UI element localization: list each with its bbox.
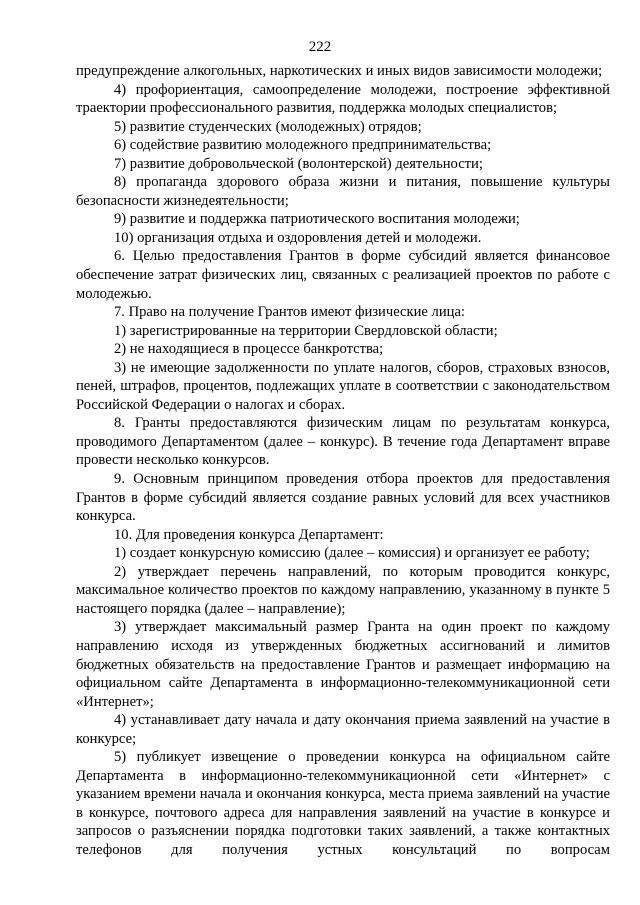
- clause-7-eligibility: 7. Право на получение Грантов имеют физические лица:: [114, 304, 465, 321]
- list-item-6-entrepreneurship: 6) содействие развитию молодежного предпринимательства;: [114, 137, 492, 154]
- eligibility-item-3: 3) не имеющие задолженности по уплате налогов, сборов, страховых взносов, пеней, штрафов, процентов, подлежащих уплате в соответствии с законодательством Российской Федерации о налогах и сборах.: [76, 359, 610, 413]
- duty-item-4: 4) устанавливает дату начала и дату окончания приема заявлений на участие в конкурсе;: [76, 712, 610, 747]
- duty-item-5: 5) публикует извещение о проведении конкурса на официальном сайте Департамента в информационно-телекоммуникационной сети «Интернет» с указанием времени начала и окончания конкурса, места приема заявлений на участие в конкурсе, почтового адреса для направления заявлений на участие в конкурсе и запросов о разъяснении порядка подготовки таких заявлений, а также контактных телефонов для получения устных консультаций по вопросам: [76, 749, 610, 858]
- clause-6-grant-purpose: 6. Целью предоставления Грантов в форме субсидий является финансовое обеспечение затрат физических лиц, связанных с реализацией проектов по работе с молодежью.: [76, 248, 610, 302]
- document-body: [76, 62, 610, 860]
- paragraph-addiction-prevention: предупреждение алкогольных, наркотических и иных видов зависимости молодежи;: [76, 63, 603, 79]
- list-item-4-career-guidance: 4) профориентация, самоопределение молодежи, построение эффективной траектории профессионального развития, поддержка молодых специалистов;: [76, 81, 610, 117]
- page-number: 222: [308, 39, 332, 55]
- list-item-7-volunteering: 7) развитие добровольческой (волонтерской) деятельности;: [114, 155, 483, 172]
- list-item-8-healthy-lifestyle: 8) пропаганда здорового образа жизни и питания, повышение культуры безопасности жизнедеятельности;: [76, 174, 610, 209]
- duty-item-3: 3) утверждает максимальный размер Гранта на один проект по каждому направлению исходя из утвержденных бюджетных ассигнований и лимитов бюджетных обязательств на предоставление Грантов и размещает информацию на официальном сайте Департамента в информационно-телекоммуникационной сети «Интернет»;: [76, 619, 610, 710]
- list-item-9-patriotic-education: 9) развитие и поддержка патриотического воспитания молодежи;: [114, 211, 520, 228]
- duty-item-1: 1) создает конкурсную комиссию (далее – комиссия) и организует ее работу;: [114, 545, 590, 562]
- list-item-5-student-units: 5) развитие студенческих (молодежных) отрядов;: [114, 118, 422, 135]
- list-item-10-recreation: 10) организация отдыха и оздоровления детей и молодежи.: [114, 229, 482, 246]
- eligibility-item-2: 2) не находящиеся в процессе банкротства;: [114, 341, 384, 358]
- clause-8-contest: 8. Гранты предоставляются физическим лицам по результатам конкурса, проводимого Департаментом (далее – конкурс). В течение года Департамент вправе провести несколько конкурсов.: [76, 415, 610, 469]
- eligibility-item-1: 1) зарегистрированные на территории Свердловской области;: [114, 322, 498, 339]
- duty-item-2: 2) утверждает перечень направлений, по которым проводится конкурс, максимальное количество проектов по каждому направлению, указанному в пункте 5 настоящего порядка (далее – направление);: [76, 563, 610, 617]
- clause-9-principle: 9. Основным принципом проведения отбора проектов для предоставления Грантов в форме субсидий является создание равных условий для всех участников конкурса.: [76, 471, 610, 525]
- clause-10-department-duties: 10. Для проведения конкурса Департамент:: [114, 526, 384, 543]
